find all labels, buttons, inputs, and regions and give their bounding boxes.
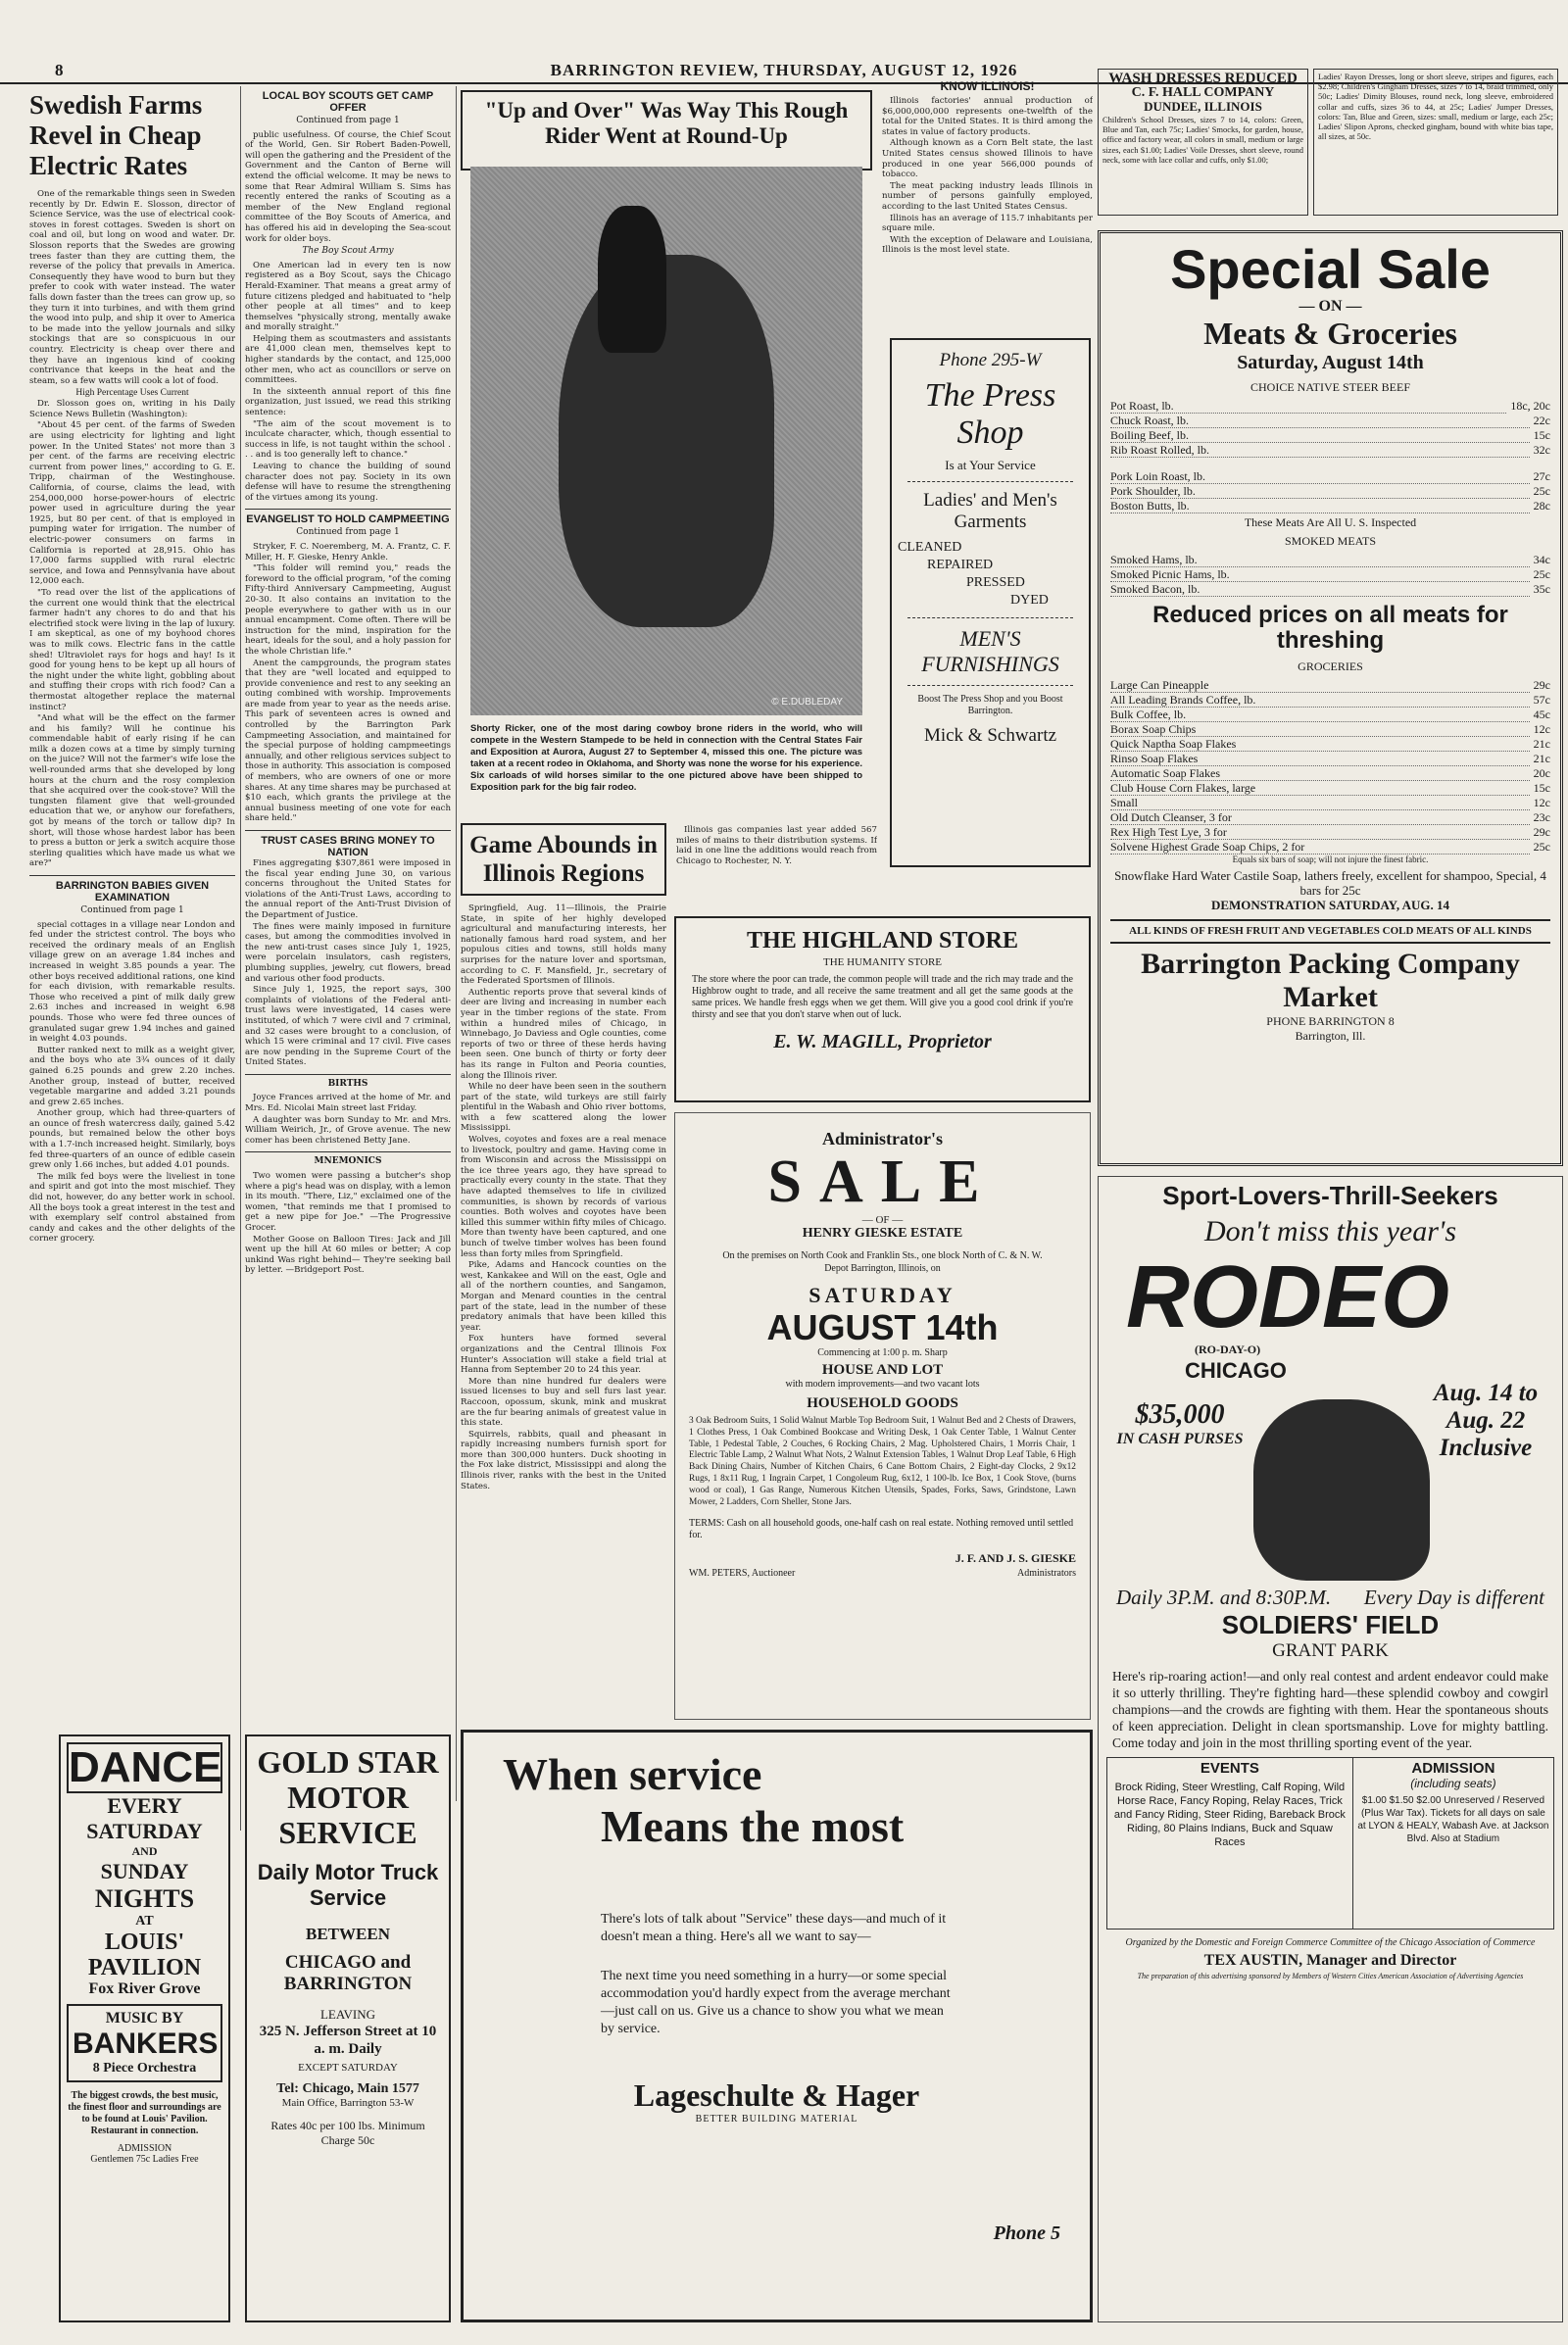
goldstar-except: EXCEPT SATURDAY	[298, 2062, 398, 2074]
swedish-body: "About 45 per cent. of the farms of Sweden are using electricity for lighting and light power. In the United States' not more than 3 per cent. of the farms are receiving electric current from power lines," according to G. E. Tripp, chairman of the Westinghouse. California, of course, claims the lead, with 254,000,000 horse-power-hours of electric power used in agriculture during the year 1925, but 80 per cent. of that is employed in pumping water for irrigation. The number of electric-power consumers on farms in California is reported at 28,915. Ohio has 17,000 farms supplied with rural electric service, and Iowa and Pennsylvania have about 12,000 each.	[29, 420, 235, 587]
item-price: 12c	[1533, 796, 1550, 809]
press-dyed: DYED	[1010, 593, 1049, 608]
auction-location: On the premises on North Cook and Franklin Sts., one block North of C. & N. W. Depot Barrington, Illinois, on	[722, 1250, 1043, 1274]
trust-body: The fines were mainly imposed in furniture cases, but among the commodities involved in the new anti-trust cases since July 1, 1925, were porcelain insulators, cash registers, plumbing supplies, jewelry, cut flowers, bread and various other food products.	[245, 921, 451, 984]
lageschulte-p2: The next time you need something in a hurry—or some special accommodation you'd hardly expect from the average merchant—just call on us. Give us a chance to show you what we mean by service.	[601, 1969, 951, 2036]
item-name: Club House Corn Flakes, large	[1110, 781, 1530, 796]
gas-body: Illinois gas companies last year added 567 miles of mains to their distribution systems. If laid in one line the additions would reach from Chicago to Rochester, N. Y.	[676, 825, 877, 866]
rodeo-blurb: Here's rip-roaring action!—and only real contest and ardent endeavor could make it so utterly thrilling. They're fighting hard—these splendid cowboy and cowgirl champions—and the crowds are fighting with them. Hear the spontaneous shouts of keen appreciation. Delight in clean sportsmanship. Love for mighty battling. Come today and join in the most thrilling sporting event of the year.	[1112, 1669, 1548, 1750]
lageschulte-h2: Means the most	[601, 1801, 905, 1851]
snowflake-price: 25c	[1342, 883, 1361, 898]
price-row	[1110, 708, 1550, 722]
beef-list	[1110, 399, 1550, 458]
item-name: Rex High Test Lye, 3 for	[1110, 825, 1530, 840]
column-2	[245, 90, 451, 1717]
game-body: Authentic reports prove that several kinds of deer are living and increasing in number each year in the timber regions of the state. From within a hundred miles of Chicago, in Winnebago, Jo Daviess and Ogle counties, come reports of two or three of these herds having been seen. One bunch of thirty or forty deer has its range in Fulton and Peoria counties, along the Illinois river.	[461, 987, 666, 1081]
babies-body: The milk fed boys were the liveliest in tone and spirit and got into the most mischief. They did not, however, do any better work in school. All the boys took a great interest in the test and with exemplary self control abstained from candy and cakes and the other delights of the corner grocery.	[29, 1171, 235, 1245]
goldstar-leaving: LEAVING	[319, 2007, 376, 2022]
market-phone: PHONE BARRINGTON 8	[1266, 1014, 1395, 1028]
babies-body: special cottages in a village near London and fed under the strictest control. The boys who received the ordinary meals of an English village grew on an average 1.84 inches and increased in weight 3.85 pounds a year. The other boys received additional rations, one kind for each division, with remarkable results. Those who received a pint of milk daily grew 2.63 inches and increased in weight 6.98 pounds. Those who were fed three ounces of granulated sugar grew 1.94 inches and gained in weight 4.03 pounds.	[29, 919, 235, 1045]
scouts-body: One American lad in every ten is now registered as a Boy Scout, says the Chicago Herald-Examiner. That means a great army of future citizens pledged and habituated to "help other people at all times" and to keep themselves "physically strong, mentally awake and morally straight."	[245, 260, 451, 333]
price-row	[1110, 553, 1550, 567]
lageschulte-ad	[461, 1730, 1093, 2322]
goldstar-daily: Daily Motor Truck Service	[257, 1860, 439, 1910]
item-name: Boiling Beef, lb.	[1110, 428, 1530, 443]
auction-estate: HENRY GIESKE ESTATE	[802, 1226, 963, 1241]
special-title: Special Sale	[1170, 238, 1491, 300]
press-cleaned: CLEANED	[898, 540, 962, 555]
goldstar-rates: Rates 40c per 100 lbs. Minimum Charge 50c	[270, 2119, 425, 2147]
rodeo-purse: $35,000	[1135, 1399, 1225, 1430]
evangelist-headline: EVANGELIST TO HOLD CAMPMEETING	[246, 513, 450, 526]
snowflake-text: Snowflake Hard Water Castile Soap, lathers freely, excellent for shampoo, Special, 4 bars for	[1114, 868, 1546, 898]
fruit-note: ALL KINDS OF FRESH FRUIT AND VEGETABLES COLD MEATS OF ALL KINDS	[1129, 925, 1532, 937]
goldstar-office: Main Office, Barrington 53-W	[281, 2097, 415, 2109]
item-price: 25c	[1533, 840, 1550, 854]
rodeo-dates: Aug. 14 to Aug. 22 Inclusive	[1433, 1380, 1539, 1461]
goldstar-between: BETWEEN	[306, 1925, 390, 1943]
market-name: Barrington Packing Company Market	[1141, 948, 1520, 1013]
item-name: Borax Soap Chips	[1110, 722, 1530, 737]
lageschulte-sub: BETTER BUILDING MATERIAL	[695, 2114, 858, 2125]
rider-figure	[598, 206, 666, 353]
babies-headline: BARRINGTON BABIES GIVEN EXAMINATION	[55, 880, 210, 904]
smoked-list	[1110, 553, 1550, 597]
goldstar-title: GOLD STAR MOTOR SERVICE	[257, 1744, 439, 1850]
item-price: 35c	[1533, 582, 1550, 596]
item-name: Pork Loin Roast, lb.	[1110, 469, 1530, 484]
wash-headline: WASH DRESSES REDUCED	[1108, 71, 1298, 86]
item-price: 18c, 20c	[1510, 399, 1550, 413]
dance-title: DANCE	[69, 1743, 222, 1791]
special-date: Saturday, August 14th	[1237, 352, 1424, 373]
price-row	[1110, 443, 1550, 458]
mnemonics-body: Two women were passing a butcher's shop where a pig's head was on display, with a lemon in its mouth. "There, Liz," exclaimed one of the women, "that reminds me that I promised to get a new pipe for Joe." —The Progressive Grocer.	[245, 1171, 451, 1233]
auction-ad	[674, 1112, 1091, 1720]
dance-every: EVERY	[107, 1793, 182, 1818]
game-article	[461, 823, 666, 1725]
admission-info: $1.00 $1.50 $2.00 Unreserved / Reserved (Plus War Tax). Tickets for all days on sale at LYON & HEALY, Wabash Ave. at Jackson Blvd. Also at Stadium	[1357, 1795, 1549, 1844]
scouts-body: Leaving to chance the building of sound character does not pay. Society in its own defense will have to resume the strengthening of the virtues among its young.	[245, 462, 451, 503]
babies-continued: Continued from page 1	[80, 905, 184, 915]
item-price: 45c	[1533, 708, 1550, 721]
beef-heading: CHOICE NATIVE STEER BEEF	[1250, 380, 1410, 394]
evangelist-body: Anent the campgrounds, the program states that they are "well located and equipped to provide convenience and rest to any seeking an outing combined with worship. Improvements are made from year to year as the needs arise. This park of seventeen acres is owned and controlled by the Barrington Park Campmeeting Association, and maintained for the special purpose of holding campmeetings annually, and other religious services subject to those in authority. This association is composed of members, who are owners of one or more shares. At any time shares may be purchased at $10 each, which grants the privilege at the annual business meeting of one vote for each share held."	[245, 658, 451, 824]
swedish-body: Dr. Slosson goes on, writing in his Daily Science News Bulletin (Washington):	[29, 399, 235, 419]
wash-dresses-ad	[1098, 69, 1558, 216]
auction-house-sub: with modern improvements—and two vacant lots	[785, 1379, 980, 1390]
goldstar-address: 325 N. Jefferson Street at 10 a. m. Daily	[259, 2024, 437, 2057]
rodeo-banner: Sport-Lovers-Thrill-Seekers	[1162, 1181, 1498, 1210]
swedish-headline: Swedish Farms Revel in Cheap Electric Rates	[29, 90, 203, 180]
scouts-body: In the sixteenth annual report of this fine organization, just issued, we read this striking sentence:	[245, 386, 451, 418]
know-body: With the exception of Delaware and Louisiana, Illinois is the most level state.	[882, 234, 1093, 256]
item-name: Boston Butts, lb.	[1110, 499, 1530, 513]
groceries-heading: GROCERIES	[1298, 660, 1363, 673]
item-price: 15c	[1533, 428, 1550, 442]
admission-heading: ADMISSION	[1411, 1760, 1495, 1777]
wash-left-text: Children's School Dresses, sizes 7 to 14, colors: Green, Blue and Tan, each 75c; Ladies' Smocks, for garden, house, office and factory wear, all colors in small, medium or large sizes, each $1.00; Ladies' Voile Dresses, short sleeve, round neck, some with lace collar and cuffs, only $1.00;	[1102, 115, 1303, 165]
price-row	[1110, 414, 1550, 428]
auction-time: Commencing at 1:00 p. m. Sharp	[817, 1347, 948, 1358]
item-price: 20c	[1533, 766, 1550, 780]
auction-goods: HOUSEHOLD GOODS	[807, 1395, 958, 1411]
auction-goods-list: 3 Oak Bedroom Suits, 1 Solid Walnut Marble Top Bedroom Suit, 1 Walnut Bed and 2 Chests of Drawers, 1 Clothes Press, 1 Oak Combined Bookcase and Writing Desk, 1 Oak Center Table, 1 Walnut Center Table, 1 Pedestal Table, 2 Couches, 6 Rocking Chairs, 2 Mag. Upholstered Chairs, 1 Morris Chair, 1 Electric Table Lamp, 2 Walnut What Nots, 2 Walnut Extension Tables, 1 Walnut Drop Leaf Table, 6 High Back Dining Chairs, Number of Kitchen Chairs, 6 Cane Bottom Chairs, 2 Eight-day Clocks, 2 9x12 Rugs, 1 8x11 Rug, 1 Ingrain Carpet, 1 Congoleum Rug, 6x12, 1 100-lb. Ice Box, 1 Cook Stove, (burns wood or coal), 1 Gas Range, Numerous Kitchen Utensils, Spades, Forks, Saws, Grindstone, Lawn Mower, 2 Ladders, Corn Sheller, Stone Jars.	[689, 1416, 1076, 1507]
special-sub: Meats & Groceries	[1203, 316, 1457, 351]
press-mens: MEN'S FURNISHINGS	[921, 626, 1059, 676]
price-row	[1110, 484, 1550, 499]
special-on: — ON —	[1298, 298, 1362, 315]
rodeo-daily: Daily 3P.M. and 8:30P.M.	[1116, 1586, 1332, 1609]
price-row	[1110, 737, 1550, 752]
rodeo-purse-sub: IN CASH PURSES	[1116, 1431, 1244, 1447]
item-price: 27c	[1533, 469, 1550, 483]
rodeo-manager: TEX AUSTIN, Manager and Director	[1203, 1952, 1457, 1969]
wash-company: C. F. HALL COMPANY	[1131, 85, 1275, 100]
auction-house: HOUSE AND LOT	[821, 1362, 944, 1378]
press-tag: Is at Your Service	[945, 458, 1036, 472]
auction-terms: TERMS: Cash on all household goods, one-half cash on real estate. Nothing removed until settled for.	[689, 1518, 1074, 1541]
rodeo-photo	[470, 167, 862, 715]
scouts-subhead: The Boy Scout Army	[302, 246, 394, 257]
auction-sale: SALE	[767, 1148, 998, 1215]
rodeo-miss: Don't miss this year's	[1203, 1215, 1456, 1247]
swedish-body: One of the remarkable things seen in Sweden recently by Dr. Edwin E. Slosson, director of Science Service, was the use of electrical cook-stoves in forest cottages. Sweden is short on coal and oil, but long on wood and water. Dr. Slosson reports that the Swedes are growing trees faster than they are cutting them, the reverse of the policy that prevails in America. Consequently they have wood to burn but they prefer to cook with water instead. The water falls down faster than the trees can grow up, so they turn it into turbines, and with them grind the wood into pulp, and ship it over to America to be made into the yellow journals and silky stockings that are so conspicuous in our country. Electricity is cheap over there and they have an ingenious kind of cooking contrivance that keeps in the heat and the steam, so a few watts will cook a lot of food.	[29, 189, 235, 386]
item-name: Chuck Roast, lb.	[1110, 414, 1530, 428]
rodeo-note: The preparation of this advertising sponsored by Members of Western Cities American Association of Advertising Agencies	[1137, 1972, 1524, 1980]
swedish-body: "To read over the list of the applications of the current one would think that the electrical farmer hadn't any chores to do and that his electrified stock were living in the lap of luxury. I am skeptical, as one of my boyhood chores was to milk cows. Electric fans in the cattle shed! Ultraviolet rays for hogs and hay! Is it good for young hens to be kept up all hours of the night under the white light, gobbling about and stuffing their crops with rich food? Can a thermostat altogether replace the maternal instinct?	[29, 587, 235, 712]
trust-headline: TRUST CASES BRING MONEY TO NATION	[261, 835, 435, 858]
price-row	[1110, 582, 1550, 597]
price-row	[1110, 499, 1550, 513]
item-price: 23c	[1533, 810, 1550, 824]
rodeo-every: Every Day is different	[1363, 1586, 1544, 1609]
price-row	[1110, 567, 1550, 582]
item-name: All Leading Brands Coffee, lb.	[1110, 693, 1530, 708]
know-body: Illinois factories' annual production of $6,000,000,000 represents one-twelfth of the total for the United States. It is third among the states in value of factory products.	[882, 96, 1093, 137]
mnemonics-body: Mother Goose on Balloon Tires: Jack and Jill went up the hill At 60 miles or better; A cop unkind Was right behind— They're seeking bail by letter. —Bridgeport Post.	[245, 1234, 451, 1276]
item-name: Rib Roast Rolled, lb.	[1110, 443, 1530, 458]
price-row	[1110, 678, 1550, 693]
highland-name: THE HIGHLAND STORE	[747, 928, 1018, 953]
photo-caption: Shorty Ricker, one of the most daring cowboy brone riders in the world, who will compete in the Western Stampede to be held in connection with the Central States Fair and Exposition at Aurora, August 27 to September 4, missed this one. The picture was taken at a recent rodeo in Oklahoma, and Shorty was none the worse for his experience. Six carloads of wild horses similar to the one pictured above have been shipped to Exposition park for the big fair rodeo.	[470, 723, 862, 793]
item-name: Smoked Bacon, lb.	[1110, 582, 1530, 597]
item-price: 34c	[1533, 553, 1550, 566]
price-row	[1110, 810, 1550, 825]
press-phone: Phone 295-W	[939, 350, 1042, 370]
scouts-body: "The aim of the scout movement is to inculcate character, which, though essential to success in life, is not taught within the school . . . and is too generally left to chance."	[245, 418, 451, 461]
know-body: Illinois has an average of 115.7 inhabitants per square mile.	[882, 213, 1093, 234]
item-name: Solvene Highest Grade Soap Chips, 2 for	[1110, 840, 1530, 855]
groceries-list	[1110, 678, 1550, 855]
item-name: Rinso Soap Flakes	[1110, 752, 1530, 766]
dance-price: Gentlemen 75c Ladies Free	[90, 2154, 199, 2165]
auction-top: Administrator's	[822, 1129, 943, 1148]
mnemonics-headline: MNEMONICS	[314, 1156, 382, 1167]
events-list: Brock Riding, Steer Wrestling, Calf Roping, Wild Horse Race, Fancy Roping, Relay Races, Trick and Fancy Riding, Steer Riding, Bareback Brock Riding, 80 Plains Indians, Buck and Squaw Races	[1113, 1782, 1346, 1848]
lageschulte-phone: Phone 5	[993, 2223, 1060, 2244]
dance-and: AND	[131, 1844, 158, 1858]
photo-feature	[461, 90, 872, 815]
gold-star-ad	[245, 1734, 451, 2322]
rodeo-organizer: Organized by the Domestic and Foreign Commerce Committee of the Chicago Association of Commerce	[1125, 1937, 1536, 1948]
press-garments: Ladies' and Men's Garments	[923, 490, 1057, 532]
highland-sub: THE HUMANITY STORE	[823, 956, 942, 968]
item-name: Pot Roast, lb.	[1110, 399, 1506, 414]
horse-figure	[559, 255, 774, 627]
dance-orchestra: 8 Piece Orchestra	[92, 2061, 197, 2076]
dance-musicby: MUSIC BY	[105, 2010, 184, 2027]
item-price: 22c	[1533, 414, 1550, 427]
item-price: 29c	[1533, 678, 1550, 692]
press-pressed: PRESSED	[966, 575, 1025, 590]
bronco-illustration	[1253, 1399, 1430, 1581]
photo-credit: © E.DUBLEDAY	[771, 697, 843, 708]
column-rule	[456, 86, 457, 1801]
item-name: Large Can Pineapple	[1110, 678, 1530, 693]
scouts-body: Helping them as scoutmasters and assistants are 41,000 clean men, themselves kept to higher standards by the contact, and 125,000 other men, who act as councillors or serve on committees.	[245, 333, 451, 386]
game-body: Squirrels, rabbits, quail and pheasant in rapidly increasing numbers furnish sport for more than 300,000 hunters. Duck shooting in the Fox lake district, Mississippi and along the Illinois river, ranks with the best in the United States.	[461, 1429, 666, 1491]
item-price: 25c	[1533, 567, 1550, 581]
item-price: 28c	[1533, 499, 1550, 513]
evangelist-body: Stryker, F. C. Noeremberg, M. A. Frantz, C. F. Miller, H. F. Gieske, Henry Ankle.	[245, 541, 451, 562]
item-price: 21c	[1533, 752, 1550, 765]
highland-body: The store where the poor can trade, the common people will trade and the rich may trade and the Highbrow ought to trade, and all receive the same treatment and all get the same goods at the same prices. We handle fresh eggs when we get them. Will give you a good cool drink if you're thirsty and see that you don't starve when out of luck.	[692, 974, 1073, 1020]
item-name: Quick Naptha Soap Flakes	[1110, 737, 1530, 752]
game-headline: Game Abounds in Illinois Regions	[461, 823, 666, 896]
price-row	[1110, 781, 1550, 796]
know-body: The meat packing industry leads Illinois in number of persons gainfully employed, according to the last United States Census.	[882, 180, 1093, 212]
know-illinois	[882, 80, 1093, 325]
item-price: 57c	[1533, 693, 1550, 707]
equals-note: Equals six bars of soap; will not injure the finest fabric.	[1232, 855, 1429, 864]
price-row	[1110, 693, 1550, 708]
evangelist-body: "This folder will remind you," reads the foreword to the official program, "of the coming Fifty-third Anniversary Campmeeting, August 20-30. It also contains an invitation to the people everywhere to gather with us in our annual encampment. Come often. There will be instruction for the mind, inspiration for the heart, ideals for the soul, and a holy passion for the whole Christian life."	[245, 563, 451, 657]
dance-fox: Fox River Grove	[88, 1980, 201, 1997]
item-name: Automatic Soap Flakes	[1110, 766, 1530, 781]
wash-right-text: Ladies' Rayon Dresses, long or short sleeve, stripes and figures, each $2.98; Children's Gingham Dresses, sizes 7 to 14, braid trimmed, only 50c; Ladies' Dimity Blouses, round neck, long sleeve, embroidered collar and cuffs, sizes 36 to 44, at 25c; Ladies' Jumper Dresses, colors: Tan, Blue and Green, sizes: small, medium or large, each 25c; Ladies' Slipon Aprons, checked gingham, bound with white bias tape, all sizes, at 50c.	[1313, 69, 1558, 216]
special-sale-ad	[1098, 230, 1563, 1166]
know-headline: KNOW ILLINOIS!	[940, 80, 1035, 93]
demo-note: DEMONSTRATION SATURDAY, AUG. 14	[1210, 898, 1450, 912]
rodeo-info-table	[1106, 1757, 1554, 1930]
game-body: Fox hunters have formed several organizations and the Central Illinois Fox Hunter's Association will stake a field trial at Hanna from September 20 to 24 this year.	[461, 1334, 666, 1376]
dance-at: AT	[135, 1914, 154, 1929]
events-heading: EVENTS	[1200, 1760, 1259, 1777]
masthead-title: BARRINGTON REVIEW, THURSDAY, AUGUST 12, 1926	[550, 61, 1018, 79]
press-owners: Mick & Schwartz	[923, 725, 1057, 746]
item-price: 29c	[1533, 825, 1550, 839]
scouts-headline: LOCAL BOY SCOUTS GET CAMP OFFER	[262, 90, 434, 114]
auction-date: AUGUST 14th	[766, 1307, 999, 1347]
item-name: Old Dutch Cleanser, 3 for	[1110, 810, 1530, 825]
dance-sunday: SUNDAY	[100, 1859, 189, 1883]
press-shop-ad	[890, 338, 1091, 867]
scouts-body: public usefulness. Of course, the Chief Scout of the World, Gen. Sir Robert Baden-Powell, will open the gathering and the President of the Government and the Canton of Berne will extend the official welcome. It may be news to some that Rear Admiral William S. Sims has recently entered the ranks of Scouting as a member of the New England regional committee of the Boy Scouts of America, and has offered his aid in developing the Sea-scout work for older boys.	[245, 129, 451, 244]
dance-louis: LOUIS' PAVILION	[87, 1930, 202, 1980]
price-row	[1110, 796, 1550, 810]
column-rule	[240, 86, 241, 1831]
price-row	[1110, 428, 1550, 443]
auction-day: SATURDAY	[808, 1283, 956, 1307]
item-price: 21c	[1533, 737, 1550, 751]
babies-body: Butter ranked next to milk as a weight giver, and the boys who ate 3¾ ounces of it daily gained 6.25 pounds and grew 2.20 inches. Another group, instead of butter, received vegetable margarine and added 3.21 pounds and grew 2.65 inches.	[29, 1045, 235, 1107]
press-boost: Boost The Press Shop and you Boost Barrington.	[917, 694, 1063, 716]
swedish-body: "And what will be the effect on the farmer and his family? Will he continue his commendable habit of early rising if he can milk a dozen cows at a time by simply turning on the juice? Will not the farmer's wife lose the well-rounded arms that she developed by long hours at the churn and the rosy complexion that she acquired over the cook-stove? Will the tungsten filament give that well-grounded education that we, or anyhow our forefathers, got by means of the torch or tallow dip? In short, will those whose hardest labor has been to press a button or jerk a switch acquire those sterling qualities which have made us what we are?"	[29, 713, 235, 869]
admission-sub: (including seats)	[1410, 1777, 1496, 1790]
dance-nights: NIGHTS	[94, 1884, 195, 1913]
rodeo-title: RODEO	[1126, 1248, 1450, 1346]
rodeo-pron: (RO-DAY-O)	[1195, 1343, 1261, 1356]
game-body: Wolves, coyotes and foxes are a real menace to livestock, poultry and game. Having come in from Wisconsin and across the Mississippi on the ice three years ago, they have spread to practically every county in the state. That they have adapted themselves to life in civilized communities, is shown by records of various counties. Both wolves and coyotes have been killed this summer within fifty miles of Chicago. More than twenty have been captured, and one bunch of twelve timber wolves has been found less than forty miles from Springfield.	[461, 1135, 666, 1259]
rodeo-city: CHICAGO	[1185, 1358, 1287, 1383]
smoked-heading: SMOKED MEATS	[1284, 534, 1376, 548]
press-name: The Press Shop	[924, 377, 1056, 451]
births-body: A daughter was born Sunday to Mr. and Mrs. William Weirich, Jr., of Grove avenue. The new comer has been christened Betty Jane.	[245, 1114, 451, 1146]
trust-body: Since July 1, 1925, the report says, 300 complaints of violations of the Federal anti-trust laws were investigated, 14 cases were instituted, of which 7 were civil and 7 criminal, and 32 cases were brought to a conclusion, of which 15 were criminal and 17 civil. Five cases are now pending in the Supreme Court of the United States.	[245, 985, 451, 1068]
babies-body: Another group, which had three-quarters of an ounce of fresh watercress daily, gained 5.42 pounds, but remained below the other boys with a 1.7-inch increased height. Similarly, boys fed three-quarters of an ounce of edible casein grew only 1.66 inches, but added 4.01 pounds.	[29, 1108, 235, 1171]
game-body: Pike, Adams and Hancock counties on the west, Kankakee and Will on the east, Ogle and all of the northern counties, and Sangamon, Morgan and Menard counties in the central part of the state, lead in the number of these predatory animals that have been killed this year.	[461, 1260, 666, 1333]
goldstar-tel: Tel: Chicago, Main 1577	[276, 2081, 419, 2096]
births-headline: BIRTHS	[327, 1078, 368, 1089]
lageschulte-p1: There's lots of talk about "Service" these days—and much of it doesn't mean a thing. Here's all we want to say—	[601, 1912, 947, 1944]
inspected-note: These Meats Are All U. S. Inspected	[1244, 515, 1417, 529]
dance-blurb: The biggest crowds, the best music, the finest floor and surroundings are to be found at Louis' Pavilion. Restaurant in connection.	[68, 2090, 221, 2136]
wash-city: DUNDEE, ILLINOIS	[1144, 99, 1262, 114]
rodeo-field: SOLDIERS' FIELD	[1221, 1610, 1440, 1639]
game-body: While no deer have been seen in the southern part of the state, wild turkeys are still fairly plentiful in the Wabash and Ohio river bottoms, with a few scattered along the lower Mississippi.	[461, 1082, 666, 1134]
price-row	[1110, 469, 1550, 484]
price-row	[1110, 399, 1550, 414]
auction-auctioneer: WM. PETERS, Auctioneer	[689, 1568, 796, 1580]
dance-ad	[59, 1734, 230, 2322]
dance-admission: ADMISSION	[117, 2143, 172, 2154]
item-name: Smoked Hams, lb.	[1110, 553, 1530, 567]
item-name: Pork Shoulder, lb.	[1110, 484, 1530, 499]
births-body: Joyce Frances arrived at the home of Mr. and Mrs. Ed. Nicolai Main street last Friday.	[245, 1093, 451, 1114]
price-row	[1110, 825, 1550, 840]
swedish-subhead: High Percentage Uses Current	[75, 388, 189, 399]
item-price: 12c	[1533, 722, 1550, 736]
page-number: 8	[55, 61, 64, 79]
rodeo-ad	[1098, 1176, 1563, 2322]
scouts-continued: Continued from page 1	[296, 116, 400, 125]
item-name: Smoked Picnic Hams, lb.	[1110, 567, 1530, 582]
item-price: 15c	[1533, 781, 1550, 795]
dance-bankers: BANKERS	[73, 2027, 219, 2060]
price-row	[1110, 840, 1550, 855]
gas-item	[676, 825, 877, 894]
column-1	[29, 90, 235, 1722]
know-body: Although known as a Corn Belt state, the last United States census showed Illinois to have produced in one year 566,000 pounds of tobacco.	[882, 138, 1093, 180]
highland-store-ad	[674, 916, 1091, 1102]
price-row	[1110, 752, 1550, 766]
item-price: 32c	[1533, 443, 1550, 457]
rodeo-park: GRANT PARK	[1272, 1640, 1389, 1661]
pork-list	[1110, 469, 1550, 513]
item-name: Small	[1110, 796, 1530, 810]
game-body: Springfield, Aug. 11—Illinois, the Prairie State, in spite of her highly developed agricultural and manufacturing interests, her nationally famous hard road system, and her populous cities and towns, still holds many surprises for the nature lover and sportsman, according to C. F. Mansfield, Jr., secretary of the Federated Sportsmen of Illinois.	[461, 904, 666, 987]
lageschulte-h1: When service	[503, 1749, 762, 1799]
press-repaired: REPAIRED	[927, 558, 994, 572]
price-row	[1110, 766, 1550, 781]
highland-proprietor: E. W. MAGILL, Proprietor	[773, 1031, 992, 1052]
price-row	[1110, 722, 1550, 737]
goldstar-cities: CHICAGO and BARRINGTON	[283, 1952, 413, 1994]
auction-admins-label: Administrators	[1017, 1568, 1076, 1580]
item-name: Bulk Coffee, lb.	[1110, 708, 1530, 722]
auction-admins: J. F. AND J. S. GIESKE	[955, 1551, 1076, 1566]
market-town: Barrington, Ill.	[1295, 1029, 1366, 1043]
item-price: 25c	[1533, 484, 1550, 498]
photo-headline: "Up and Over" Was Way This Rough Rider Went at Round-Up	[461, 90, 872, 171]
game-body: More than nine hundred fur dealers were issued licenses to buy and sell furs last year. Raccoon, opossum, skunk, mink and muskrat are the fur bearing animals of greatest value in this state.	[461, 1376, 666, 1429]
trust-body: Fines aggregating $307,861 were imposed in the fiscal year ending June 30, on various concerns throughout the United States for violations of the Anti-Trust Laws, according to the annual report of the Anti-Trust Division of the Department of Justice.	[245, 858, 451, 920]
auction-of: — OF —	[861, 1214, 904, 1226]
evangelist-continued: Continued from page 1	[296, 527, 400, 538]
lageschulte-name: Lageschulte & Hager	[633, 2077, 920, 2113]
dance-saturday: SATURDAY	[86, 1819, 203, 1843]
reduced-note: Reduced prices on all meats for threshing	[1152, 602, 1508, 654]
